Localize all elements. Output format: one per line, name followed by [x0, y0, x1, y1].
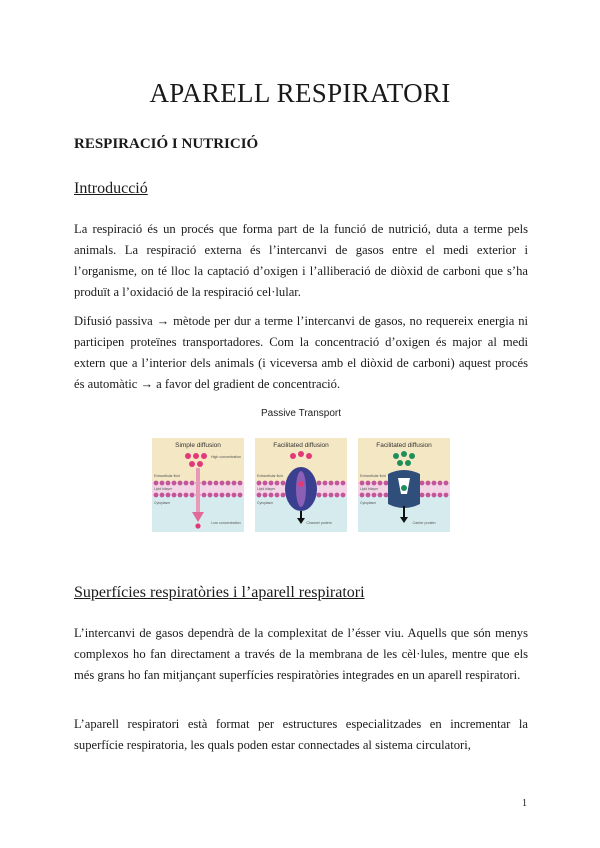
- extracellular-label: Extracellular fluid: [257, 474, 283, 478]
- bilayer-label: Lipid bilayer: [360, 487, 379, 491]
- cytoplasm-label: Cytoplasm: [257, 501, 274, 505]
- figure-title: Passive Transport: [260, 408, 342, 419]
- molecule-in-carrier: [401, 485, 407, 491]
- panel-facilitated-diffusion-carrier: [358, 438, 450, 532]
- passive-transport-figure: [148, 404, 454, 532]
- subsection-heading-introduccio: Introducció: [74, 180, 148, 197]
- extracellular-label: Extracellular fluid: [360, 474, 386, 478]
- panel-simple-diffusion: [152, 438, 244, 532]
- molecule-low: [195, 523, 200, 528]
- diffusion-arrow: [196, 468, 200, 512]
- extracellular-label: Extracellular fluid: [154, 474, 180, 478]
- channel-protein-note: Channel protein: [306, 521, 332, 525]
- paragraph-respiracio: La respiració és un procés que forma part de la funció de nutrició, duta a terme pels animals. La respiració externa és l’intercanvi de gasos entre el medi exterior i l’organisme, on té lloc la captació d’oxigen i l’alliberació de diòxid de carboni que s’ha produït a l’oxidació de la respiració cel·lular.: [74, 222, 528, 299]
- passive-transport-diagram: [148, 404, 454, 532]
- paragraph-intercanvi-gasos: L’intercanvi de gasos dependrà de la complexitat de l’ésser viu. Aquells que són menys complexos ho fan directament a través de la membrana de les cèl·lules, mentre que els més grans ho fan mitjançant superfícies respiratòries integrades en un aparell respiratori.: [74, 626, 528, 682]
- cytoplasm-label: Cytoplasm: [360, 501, 377, 505]
- channel-pore: [296, 471, 306, 507]
- low-concentration-note: Low concentration: [211, 521, 241, 525]
- paragraph-aparell-respiratori: L’aparell respiratori està format per estructures especialitzades en incrementar la superfície respiratoria, les quals poden estar connectades al sistema circulatori,: [74, 717, 528, 752]
- molecule-in-channel: [298, 481, 304, 487]
- cytoplasm-label: Cytoplasm: [154, 501, 171, 505]
- panel-label: Facilitated diffusion: [273, 442, 329, 449]
- high-concentration-note: High concentration: [211, 455, 241, 459]
- panel-label: Simple diffusion: [175, 442, 221, 449]
- paragraph-difusio-passiva: Difusió passiva → mètode per dur a terme l’intercanvi de gasos, no requereix energia ni participen proteïnes transportadores. Com la concentració d’oxigen és major al medi extern que a l’interior dels animals (i viceversa amb el diòxid de carboni) aquest procés és automàtic → a favor del gradient de concentració.: [74, 314, 528, 391]
- page-title: APARELL RESPIRATORI: [149, 78, 451, 108]
- page-number: 1: [522, 798, 527, 809]
- bilayer-label: Lipid bilayer: [257, 487, 276, 491]
- section-heading: RESPIRACIÓ I NUTRICIÓ: [74, 136, 259, 152]
- panel-facilitated-diffusion-channel: [255, 438, 347, 532]
- subsection-heading-superficies: Superfícies respiratòries i l’aparell respiratori: [74, 584, 365, 601]
- bilayer-label: Lipid bilayer: [154, 487, 173, 491]
- panel-label: Facilitated diffusion: [376, 442, 432, 449]
- carrier-protein-note: Carrier protein: [412, 521, 436, 525]
